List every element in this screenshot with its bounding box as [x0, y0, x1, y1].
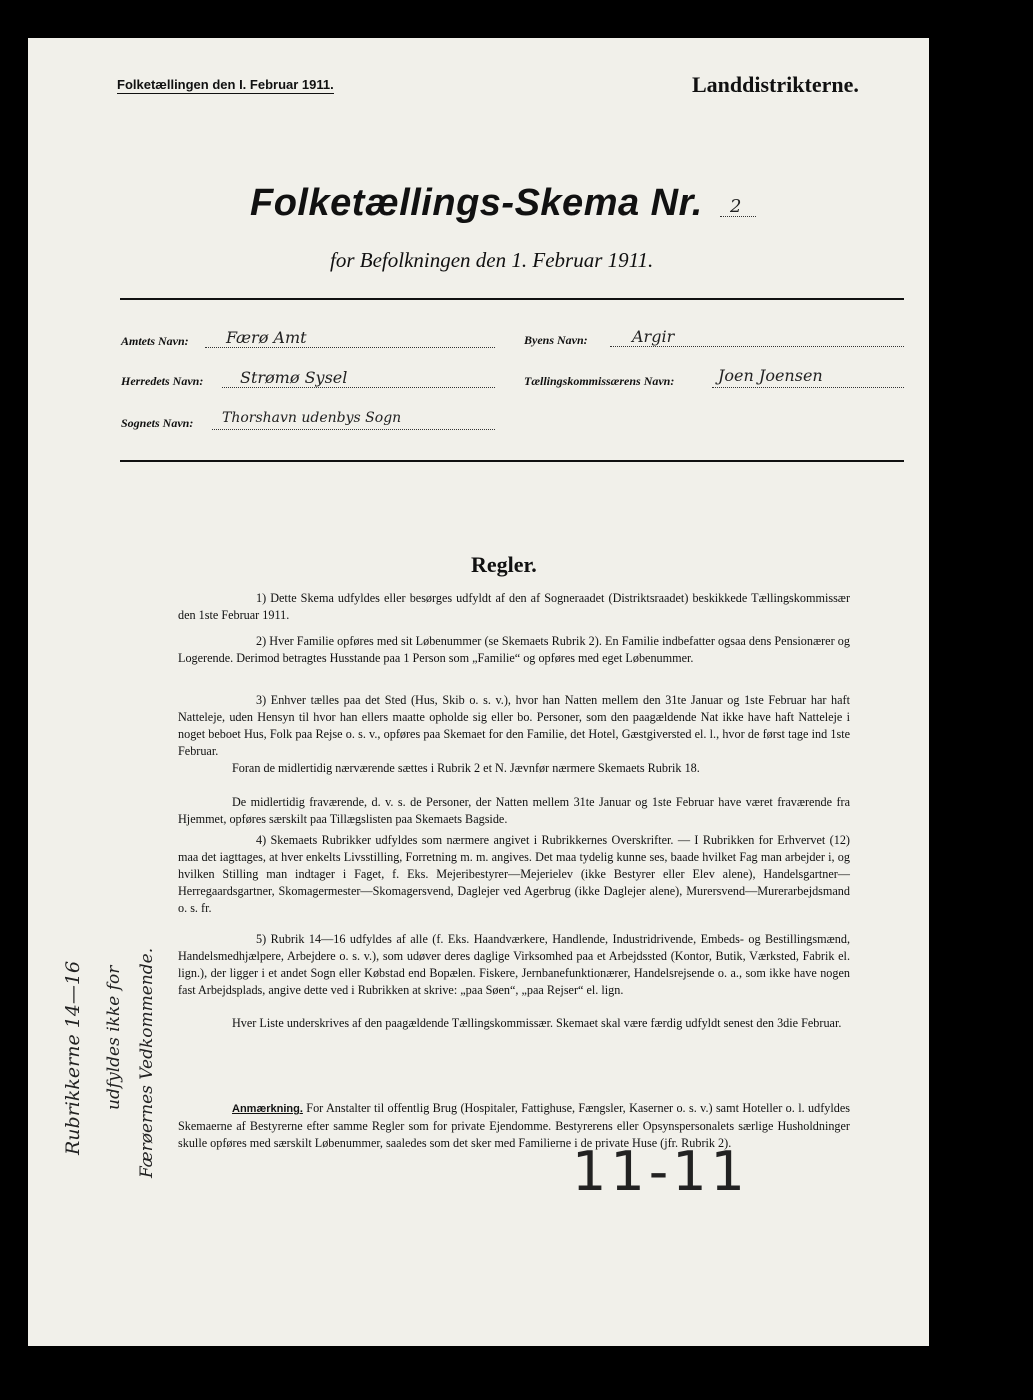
form-title: Folketællings-Skema Nr.	[250, 182, 703, 224]
header-left: Folketællingen den I. Februar 1911.	[117, 77, 334, 92]
form-number-line	[720, 216, 756, 217]
sogn-value: Thorshavn udenbys Sogn	[222, 410, 402, 426]
kommissaer-label: Tællingskommissærens Navn:	[524, 374, 675, 388]
rule-3-note-b: De midlertidig fraværende, d. v. s. de Personer, der Natten mellem 31te Januar og 1ste Februar have været fraværende fra Hjemmet, opføres særskilt paa Tillægslisten paa Skemaets Bagside.	[178, 795, 850, 826]
margin-note-line-3: Færøernes Vedkommende.	[137, 947, 157, 1178]
rule-3: 3) Enhver tælles paa det Sted (Hus, Skib o. s. v.), hvor han Natten mellem den 31te Januar og 1ste Februar har haft Natteleje, uden Hensyn til hvor han ellers maatte opholde sig eller bo. Personer, som den paagældende Nat ikke have haft Natteleje i noget beboet Hus, Folk paa Rejse o. s. v., opføres paa Skemaet for den Familie, det Hotel, Gæstgiversted el. l., hvor de først tage ind 1ste Februar.	[178, 693, 850, 758]
annotation-label: Anmærkning.	[232, 1103, 303, 1115]
rule-2: 2) Hver Familie opføres med sit Løbenummer (se Skemaets Rubrik 2). En Familie indbefatter ogsaa dens Pensionærer og Logerende. Derimod betragtes Husstande paa 1 Person som „Familie“ og opføres med eget Løbenummer.	[178, 634, 850, 665]
rule-5-note: Hver Liste underskrives af den paagældende Tællingskommissær. Skemaet skal være færdig udfyldt senest den 3die Februar.	[232, 1016, 842, 1030]
form-subtitle: for Befolkningen den 1. Februar 1911.	[330, 248, 654, 272]
amt-line	[205, 347, 495, 348]
herred-line	[222, 387, 495, 388]
herred-value: Strømø Sysel	[240, 368, 348, 387]
fields-bottom-rule	[120, 460, 904, 462]
amt-value: Færø Amt	[226, 328, 307, 347]
herred-label: Herredets Navn:	[121, 374, 204, 388]
by-line	[610, 346, 904, 347]
annotation-text: For Anstalter til offentlig Brug (Hospitaler, Fattighuse, Fængsler, Kaserner o. s. v.) samt Hoteller o. l. udfyldes Skemaerne af Bestyrerne efter samme Regler som for private Ejendomme. Bestyrerens eller Opsynspersonalets særlige Husholdninger skulle opføres med særskilt Løbenummer, saaledes som det sker med Familierne i de private Huse (jfr. Rubrik 2).	[178, 1101, 850, 1150]
form-number: 2	[730, 196, 742, 217]
rule-3-note-a: Foran de midlertidig nærværende sættes i Rubrik 2 et N. Jævnfør nærmere Skemaets Rubrik 18.	[232, 761, 700, 775]
top-rule	[120, 298, 904, 300]
by-value: Argir	[632, 327, 675, 346]
amt-label: Amtets Navn:	[121, 334, 189, 348]
annotation-note	[178, 1100, 850, 1152]
page-mark: 11-11	[572, 1140, 749, 1203]
header-right: Landdistrikterne.	[692, 72, 859, 97]
rule-4: 4) Skemaets Rubrikker udfyldes som nærmere angivet i Rubrikkernes Overskrifter. — I Rubrikken for Erhvervet (12) maa det iagttages, at hver enkelts Livsstilling, Forretning m. m. angives. Det maa tydelig kunne ses, baade hvilket Fag man arbejder i, og hvilken Stilling man indtager i Faget, f. Eks. Mejeribestyrer—Mejerielev (ikke Bestyrer eller Elev alene), Handelsgartner—Herregaardsgartner, Skomagermester—Skomagersvend, Daglejer ved Agerbrug (ikke Daglejer alene), Murersvend—Murerarbejdsmand o. s. fr.	[178, 833, 850, 915]
rules-heading: Regler.	[471, 552, 537, 577]
sogn-label: Sognets Navn:	[121, 416, 194, 430]
margin-note-line-1: Rubrikkerne 14—16	[62, 960, 84, 1155]
kommissaer-value: Joen Joensen	[718, 366, 823, 385]
rule-1: 1) Dette Skema udfyldes eller besørges udfyldt af den af Sogneraadet (Distriktsraadet) beskikkede Tællingskommissær den 1ste Februar 1911.	[178, 591, 850, 622]
kommissaer-line	[712, 387, 904, 388]
margin-note-line-2: udfyldes ikke for	[104, 965, 124, 1110]
by-label: Byens Navn:	[524, 333, 588, 347]
rule-5: 5) Rubrik 14—16 udfyldes af alle (f. Eks. Haandværkere, Handlende, Industridrivende, Embeds- og Bestillingsmænd, Handelsmedhjælpere, Arbejdere o. s. v.), som udøver deres daglige Virksomhed paa et Arbejdssted (Kontor, Butik, Værksted, Fabrik el. lign.), der ligger i et andet Sogn eller Købstad end Bopælen. Fiskere, Jernbanefunktionærer, Handelsrejsende o. a., som ikke have nogen fast Arbejdsplads, angive dette ved i Rubrikken at skrive: „paa Søen“, „paa Rejser“ el. lign.	[178, 932, 850, 997]
sogn-line	[212, 429, 495, 430]
